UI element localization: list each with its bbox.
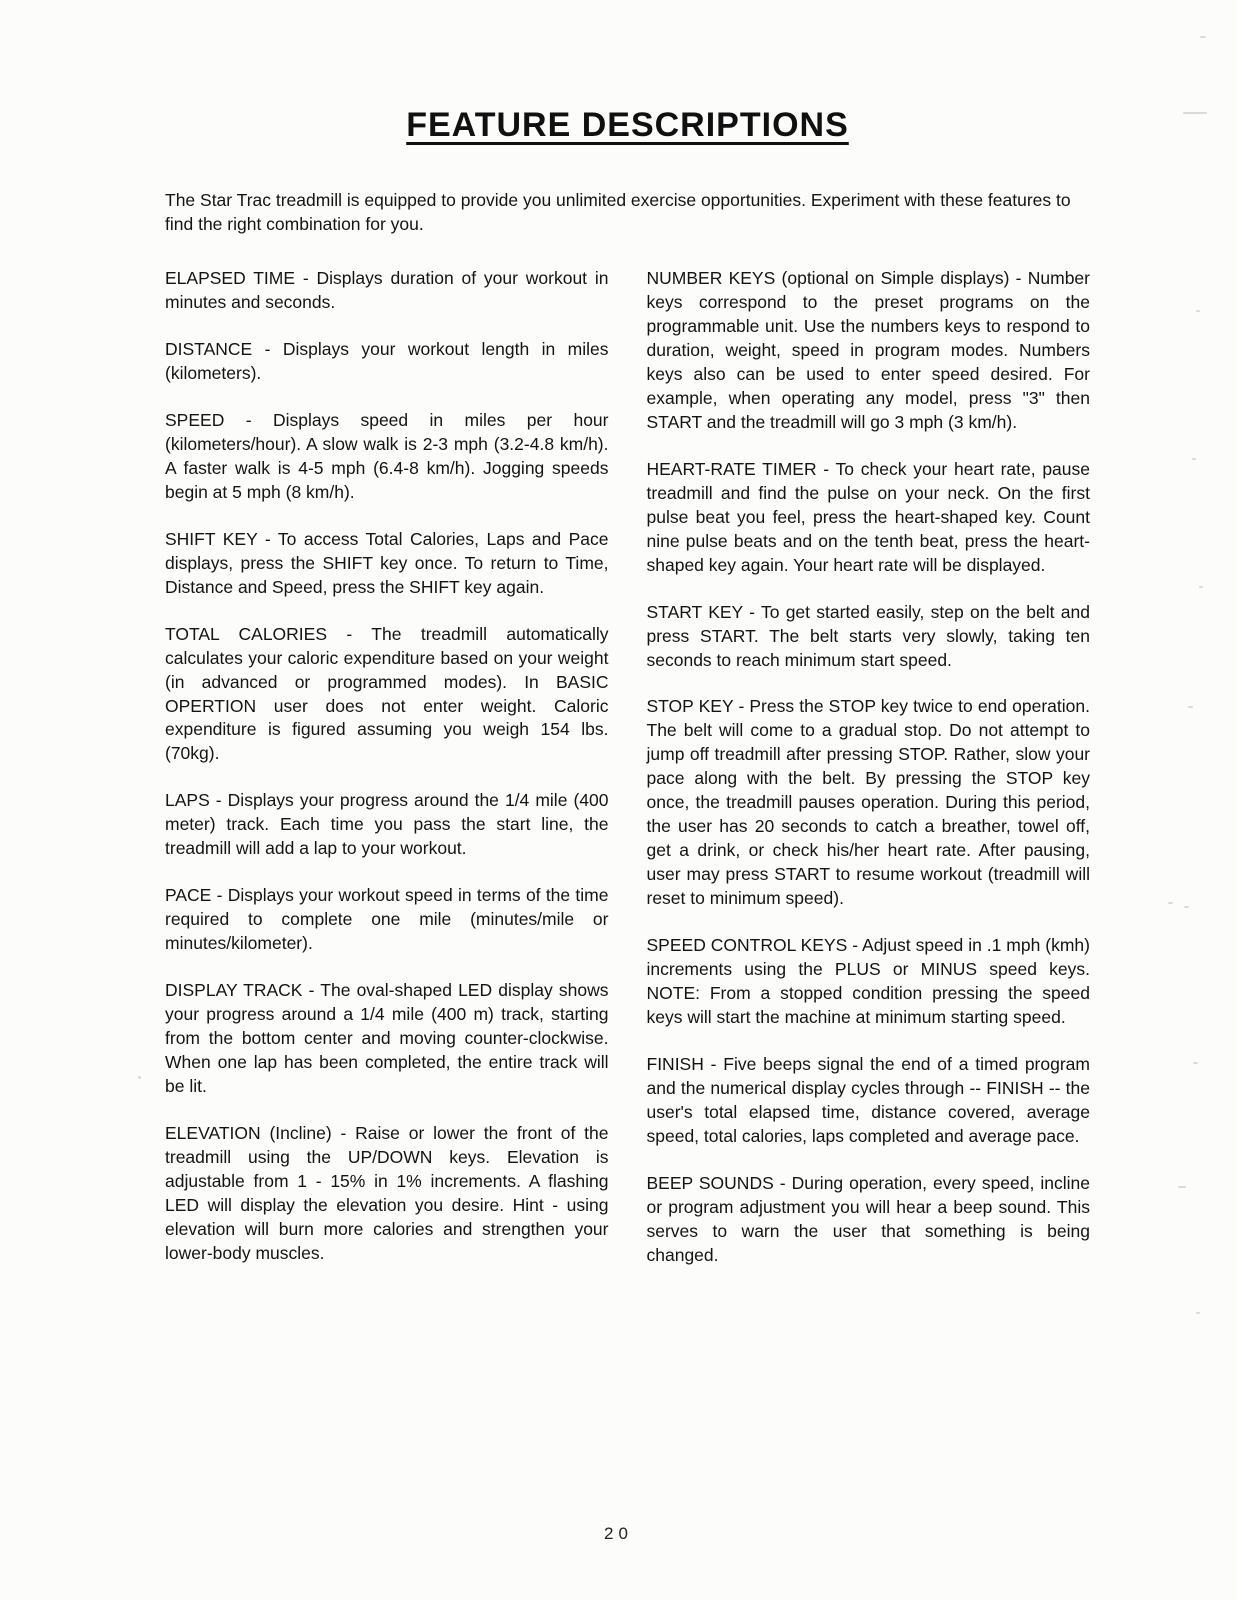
para-speed-control-keys: SPEED CONTROL KEYS - Adjust speed in .1 mph (kmh) increments using the PLUS or MINUS speed keys. NOTE: From a stopped condition pressing the speed keys will start the machine at minimum starting speed. xyxy=(646,935,1090,1028)
para-elapsed-time: ELAPSED TIME - Displays duration of your workout in minutes and seconds. xyxy=(165,267,609,312)
para-start-key: START KEY - To get started easily, step on the belt and press START. The belt starts very slowly, taking ten seconds to reach minimum start speed. xyxy=(646,601,1090,670)
para-total-calories: TOTAL CALORIES - The treadmill automatically calculates your caloric expenditure based on your weight (in advanced or programmed modes). In BASIC OPERTION user does not enter weight. Caloric expenditure is figured assuming you weigh 154 lbs. (70kg). xyxy=(165,623,609,764)
para-elevation: ELEVATION (Incline) - Raise or lower the front of the treadmill using the UP/DOWN keys. Elevation is adjustable from 1 - 15% in 1% increments. A flashing LED will display the elevation you desire. Hint - using elevation will burn more calories and strengthen your lower-body muscles. xyxy=(165,1123,609,1263)
intro-paragraph: The Star Trac treadmill is equipped to provide you unlimited exercise opportunities. Experiment with these features to find the right combination for you. xyxy=(165,190,1071,234)
page-title xyxy=(165,106,1090,145)
left-column xyxy=(165,267,609,1289)
para-laps: LAPS - Displays your progress around the 1/4 mile (400 meter) track. Each time you pass the start line, the treadmill will add a lap to your workout. xyxy=(165,790,609,859)
scan-mark xyxy=(1188,706,1193,708)
para-shift-key: SHIFT KEY - To access Total Calories, Laps and Pace displays, press the SHIFT key once. To return to Time, Distance and Speed, press the SHIFT key again. xyxy=(165,528,609,597)
para-beep-sounds: BEEP SOUNDS - During operation, every speed, incline or program adjustment you will hear a beep sound. This serves to warn the user that something is being changed. xyxy=(646,1172,1090,1265)
para-distance: DISTANCE - Displays your workout length in miles (kilometers). xyxy=(165,338,609,383)
para-number-keys: NUMBER KEYS (optional on Simple displays) - Number keys correspond to the preset programs on the programmable unit. Use the numbers keys to respond to duration, weight, speed in program modes. Numbers keys also can be used to enter speed desired. For example, when operating any model, press "3" then START and the treadmill will go 3 mph (3 km/h). xyxy=(646,267,1090,432)
scan-mark xyxy=(1183,112,1207,114)
page-number: 20 xyxy=(604,1524,633,1543)
scan-mark xyxy=(1196,310,1200,312)
para-finish: FINISH - Five beeps signal the end of a timed program and the numerical display cycles through -- FINISH -- the user's total elapsed time, distance covered, average speed, total calories, laps completed and average pace. xyxy=(646,1054,1090,1146)
scan-mark xyxy=(1192,458,1196,460)
para-heart-rate-timer: HEART-RATE TIMER - To check your heart rate, pause treadmill and find the pulse on your neck. On the first pulse beat you feel, press the heart-shaped key. Count nine pulse beats and on the tenth beat, press the heart-shaped key again. Your heart rate will be displayed. xyxy=(646,458,1090,575)
scan-mark xyxy=(1184,906,1189,908)
scan-mark xyxy=(1193,1062,1198,1064)
two-column-body xyxy=(165,267,1090,1291)
para-pace: PACE - Displays your workout speed in terms of the time required to complete one mile (minutes/mile or minutes/kilometer). xyxy=(165,885,609,954)
scan-mark xyxy=(138,1076,141,1079)
scan-mark xyxy=(1196,1312,1200,1314)
scan-mark xyxy=(1178,1186,1186,1188)
scan-mark xyxy=(1168,902,1173,904)
para-stop-key: STOP KEY - Press the STOP key twice to end operation. The belt will come to a gradual stop. Do not attempt to jump off treadmill after pressing STOP. Rather, slow your pace along with the belt. By pressing the STOP key once, the treadmill pauses operation. During this period, the user has 20 seconds to catch a breather, towel off, get a drink, or check his/her heart rate. After pausing, user may press START to resume workout (treadmill will reset to minimum speed). xyxy=(646,696,1090,909)
para-display-track: DISPLAY TRACK - The oval-shaped LED display shows your progress around a 1/4 mile (400 m) track, starting from the bottom center and moving counter-clockwise. When one lap has been completed, the entire track will be lit. xyxy=(165,980,609,1097)
page-title-text: FEATURE DESCRIPTIONS xyxy=(406,106,849,144)
scan-mark xyxy=(1199,586,1203,588)
scan-mark xyxy=(1200,36,1206,38)
right-column xyxy=(647,267,1091,1291)
para-speed: SPEED - Displays speed in miles per hour (kilometers/hour). A slow walk is 2-3 mph (3.2-4.8 km/h). A faster walk is 4-5 mph (6.4-8 km/h). Jogging speeds begin at 5 mph (8 km/h). xyxy=(165,409,609,502)
